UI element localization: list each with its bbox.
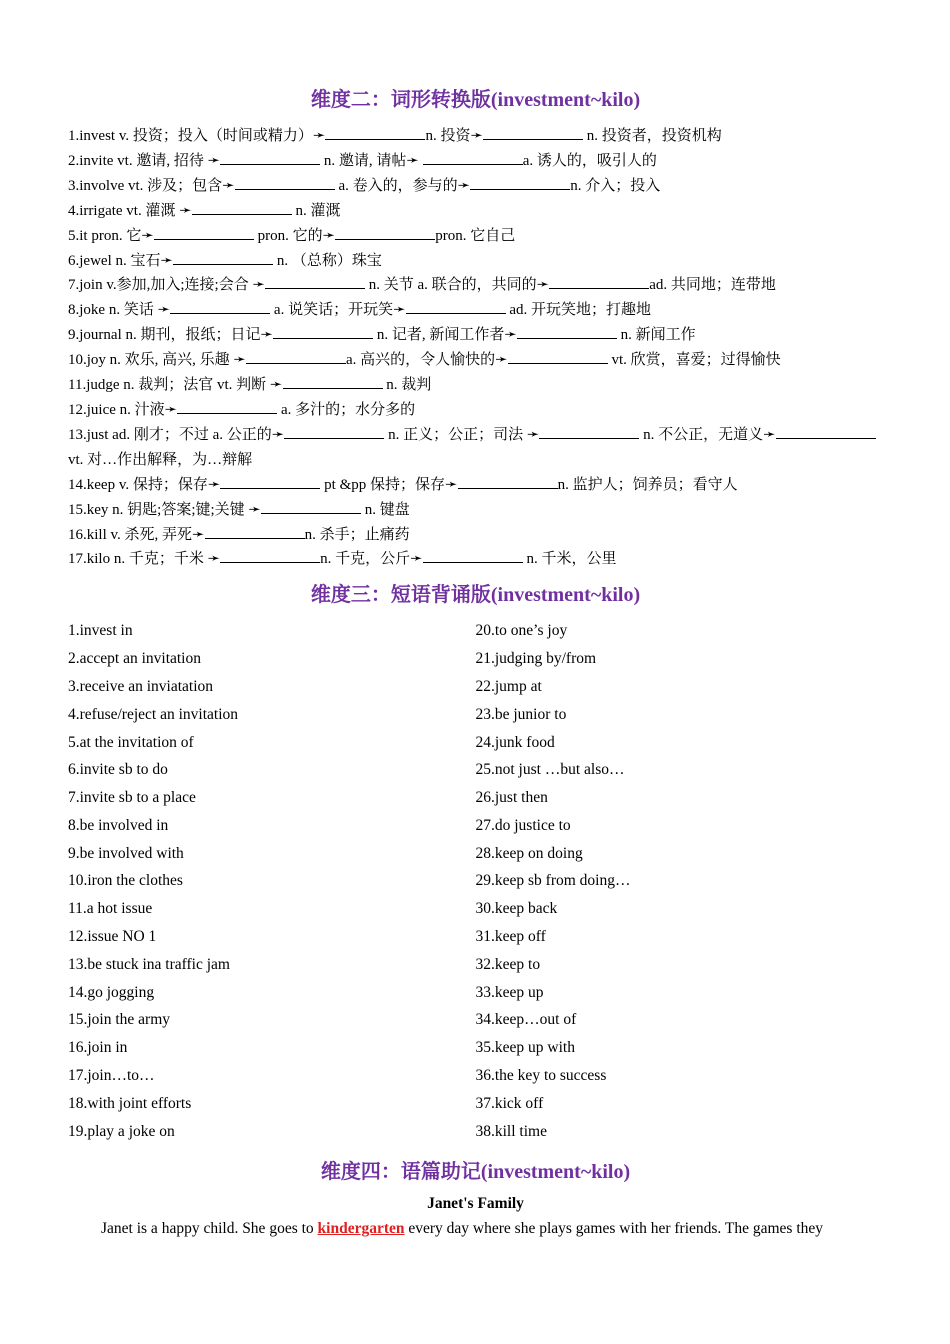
word-form-text: n. 键盘: [360, 501, 410, 518]
word-form-text: n. 介入；投入: [570, 177, 661, 194]
phrase-item: 7.invite sb to a place: [68, 789, 196, 807]
word-form-text: pron. 它自己: [435, 227, 516, 244]
word-form-text: n. 不公正，无道义➛: [639, 426, 776, 443]
answer-blank[interactable]: [335, 225, 435, 240]
phrase-item: 30.keep back: [475, 900, 558, 918]
word-form-line: [68, 249, 883, 274]
word-form-line: [68, 398, 883, 423]
passage-text-after: every day where she plays games with her friends. The games they: [404, 1220, 824, 1238]
word-form-line: [68, 348, 883, 373]
word-form-text: n. 新闻工作: [616, 327, 696, 344]
answer-blank[interactable]: [220, 150, 320, 165]
word-form-text: a. 高兴的，令人愉快的➛: [346, 352, 508, 369]
phrase-item: 32.keep to: [475, 955, 541, 973]
word-form-text: 14.keep v. 保持；保存➛: [68, 476, 221, 493]
answer-blank[interactable]: [220, 474, 320, 489]
word-form-text: 9.journal n. 期刊，报纸；日记➛: [68, 327, 274, 344]
answer-blank[interactable]: [508, 349, 608, 364]
word-form-text: n. 千克，公斤➛: [320, 551, 423, 568]
word-form-line: [68, 523, 883, 548]
word-form-text: n. 监护人；饲养员；看守人: [557, 476, 738, 493]
answer-blank[interactable]: [470, 175, 570, 190]
phrase-item: 5.at the invitation of: [68, 733, 194, 751]
word-form-text: 6.jewel n. 宝石➛: [68, 252, 174, 269]
word-form-text: 12.juice n. 汁液➛: [68, 401, 178, 418]
answer-blank[interactable]: [406, 299, 506, 314]
word-form-text: 2.invite vt. 邀请, 招待 ➛: [68, 152, 221, 169]
phrase-item: 8.be involved in: [68, 816, 169, 834]
phrase-item: 11.a hot issue: [68, 900, 153, 918]
phrase-item: 1.invest in: [68, 622, 133, 640]
word-form-text: n. 投资➛: [425, 128, 484, 144]
word-form-text: pron. 它的➛: [253, 227, 336, 244]
word-form-line: [68, 498, 883, 523]
word-form-text: 7.join v.参加,加入;连接;会合 ➛: [68, 277, 266, 294]
word-form-text: n. 邀请, 请帖➛: [320, 152, 423, 169]
answer-blank[interactable]: [220, 548, 320, 563]
phrase-item: 6.invite sb to do: [68, 761, 168, 779]
answer-blank[interactable]: [273, 324, 373, 339]
word-form-line: [68, 547, 883, 572]
phrase-item: 29.keep sb from doing…: [475, 872, 631, 890]
phrase-item: 38.kill time: [475, 1122, 547, 1140]
word-form-line: [68, 423, 883, 473]
passage-heading: 维度四：语篇助记(investment~kilo): [320, 1161, 631, 1184]
phrase-item: 36.the key to success: [475, 1067, 607, 1085]
passage-text-before: Janet is a happy child. She goes to: [101, 1220, 318, 1238]
phrase-item: 3.receive an inviatation: [68, 677, 214, 695]
word-form-text: n. 灌溉: [291, 202, 341, 219]
word-form-line: [68, 373, 883, 398]
word-form-text: 17.kilo n. 千克；千米 ➛: [68, 551, 221, 568]
answer-blank[interactable]: [177, 399, 277, 414]
word-form-line: [68, 273, 883, 298]
passage-highlight-word: kindergarten: [317, 1220, 405, 1238]
word-form-line: [68, 298, 883, 323]
word-form-text: n. 关节 a. 联合的，共同的➛: [365, 277, 550, 294]
word-form-line: [68, 224, 883, 249]
phrases-heading: 维度三：短语背诵版(investment~kilo): [310, 584, 641, 607]
phrase-item: 24.junk food: [475, 733, 555, 751]
word-form-text: a. 诱人的，吸引人的: [522, 152, 657, 169]
phrase-item: 21.judging by/from: [475, 650, 597, 668]
phrase-item: 34.keep…out of: [475, 1011, 577, 1029]
word-form-text: 4.irrigate vt. 灌溉 ➛: [68, 202, 192, 219]
phrases-list: [68, 617, 883, 1145]
answer-blank[interactable]: [458, 474, 558, 489]
word-form-text: 8.joke n. 笑话 ➛: [68, 302, 171, 319]
answer-blank[interactable]: [517, 324, 617, 339]
answer-blank[interactable]: [539, 424, 639, 439]
word-form-text: 10.joy n. 欢乐, 高兴, 乐趣 ➛: [68, 352, 246, 369]
phrase-item: 15.join the army: [68, 1011, 171, 1029]
word-form-line: [68, 174, 883, 199]
phrase-item: 19.play a joke on: [68, 1122, 175, 1140]
word-form-text: n. 千米，公里: [522, 551, 617, 568]
word-form-line: [68, 473, 883, 498]
word-form-text: a. 多汁的；水分多的: [277, 401, 416, 418]
word-form-text: pt &pp 保持；保存➛: [320, 476, 458, 493]
phrases-left-column: [68, 617, 476, 1145]
phrase-item: 31.keep off: [475, 928, 546, 946]
phrase-item: 26.just then: [475, 789, 548, 807]
answer-blank[interactable]: [483, 125, 583, 140]
answer-blank[interactable]: [423, 548, 523, 563]
word-form-text: n. 记者, 新闻工作者➛: [373, 327, 517, 344]
phrase-item: 13.be stuck ina traffic jam: [68, 955, 230, 973]
word-forms-heading: 维度二：词形转换版(investment~kilo): [310, 89, 641, 111]
answer-blank[interactable]: [776, 424, 876, 439]
answer-blank[interactable]: [283, 374, 383, 389]
word-form-text: 5.it pron. 它➛: [68, 227, 154, 244]
answer-blank[interactable]: [246, 349, 346, 364]
word-form-text: n. 正义；公正；司法 ➛: [384, 426, 540, 443]
word-forms-list: [68, 124, 883, 572]
answer-blank[interactable]: [192, 200, 292, 215]
phrases-right-column: [476, 617, 884, 1145]
passage-title: Janet's Family: [427, 1195, 524, 1213]
passage-text: [68, 1216, 883, 1242]
phrase-item: 18.with joint efforts: [68, 1094, 192, 1112]
phrase-item: 12.issue NO 1: [68, 928, 157, 946]
phrase-item: 22.jump at: [475, 677, 542, 695]
word-form-text: ad. 共同地；连带地: [649, 277, 776, 294]
word-form-line: [68, 124, 883, 149]
answer-blank[interactable]: [284, 424, 384, 439]
answer-blank[interactable]: [549, 274, 649, 289]
word-form-line: [68, 323, 883, 348]
answer-blank[interactable]: [235, 175, 335, 190]
word-form-text: ad. 开玩笑地；打趣地: [505, 302, 652, 319]
phrase-item: 10.iron the clothes: [68, 872, 183, 890]
word-form-text: 1.invest v. 投资；投入（时间或精力）➛: [68, 128, 326, 144]
phrase-item: 4.refuse/reject an invitation: [68, 705, 239, 723]
phrase-item: 2.accept an invitation: [68, 650, 201, 668]
word-form-text: a. 卷入的，参与的➛: [334, 177, 471, 194]
answer-blank[interactable]: [205, 524, 305, 539]
answer-blank[interactable]: [170, 299, 270, 314]
phrase-item: 25.not just …but also…: [475, 761, 625, 779]
word-form-text: 3.involve vt. 涉及；包含➛: [68, 177, 235, 194]
word-form-line: [68, 199, 883, 224]
answer-blank[interactable]: [173, 250, 273, 265]
phrase-item: 16.join in: [68, 1039, 128, 1057]
word-form-text: 15.key n. 钥匙;答案;键;关键 ➛: [68, 501, 261, 518]
word-form-text: 16.kill v. 杀死, 弄死➛: [68, 526, 205, 543]
phrase-item: 14.go jogging: [68, 983, 155, 1001]
phrase-item: 33.keep up: [475, 983, 544, 1001]
word-form-text: n. 投资者，投资机构: [583, 128, 722, 144]
word-form-text: 13.just ad. 刚才；不过 a. 公正的➛: [68, 426, 285, 443]
phrase-item: 27.do justice to: [475, 816, 571, 834]
phrase-item: 28.keep on doing: [475, 844, 583, 862]
phrase-item: 37.kick off: [475, 1094, 544, 1112]
word-form-text: n. （总称）珠宝: [273, 252, 382, 269]
phrase-item: 17.join…to…: [68, 1067, 155, 1085]
answer-blank[interactable]: [325, 125, 425, 140]
phrase-item: 9.be involved with: [68, 844, 184, 862]
phrase-item: 35.keep up with: [475, 1039, 575, 1057]
answer-blank[interactable]: [423, 150, 523, 165]
phrase-item: 20.to one’s joy: [475, 622, 568, 640]
word-form-text: vt. 欣赏，喜爱；过得愉快: [607, 352, 781, 369]
answer-blank[interactable]: [265, 274, 365, 289]
word-form-text: 11.judge n. 裁判；法官 vt. 判断 ➛: [68, 377, 283, 394]
answer-blank[interactable]: [261, 499, 361, 514]
word-form-text: vt. 对…作出解释，为…辩解: [68, 451, 253, 468]
word-form-text: a. 说笑话；开玩笑➛: [270, 302, 406, 319]
document-page: [68, 84, 883, 1242]
word-form-text: n. 杀手；止痛药: [304, 526, 410, 543]
word-form-text: n. 裁判: [382, 377, 432, 394]
answer-blank[interactable]: [154, 225, 254, 240]
word-form-line: [68, 149, 883, 174]
phrase-item: 23.be junior to: [475, 705, 567, 723]
